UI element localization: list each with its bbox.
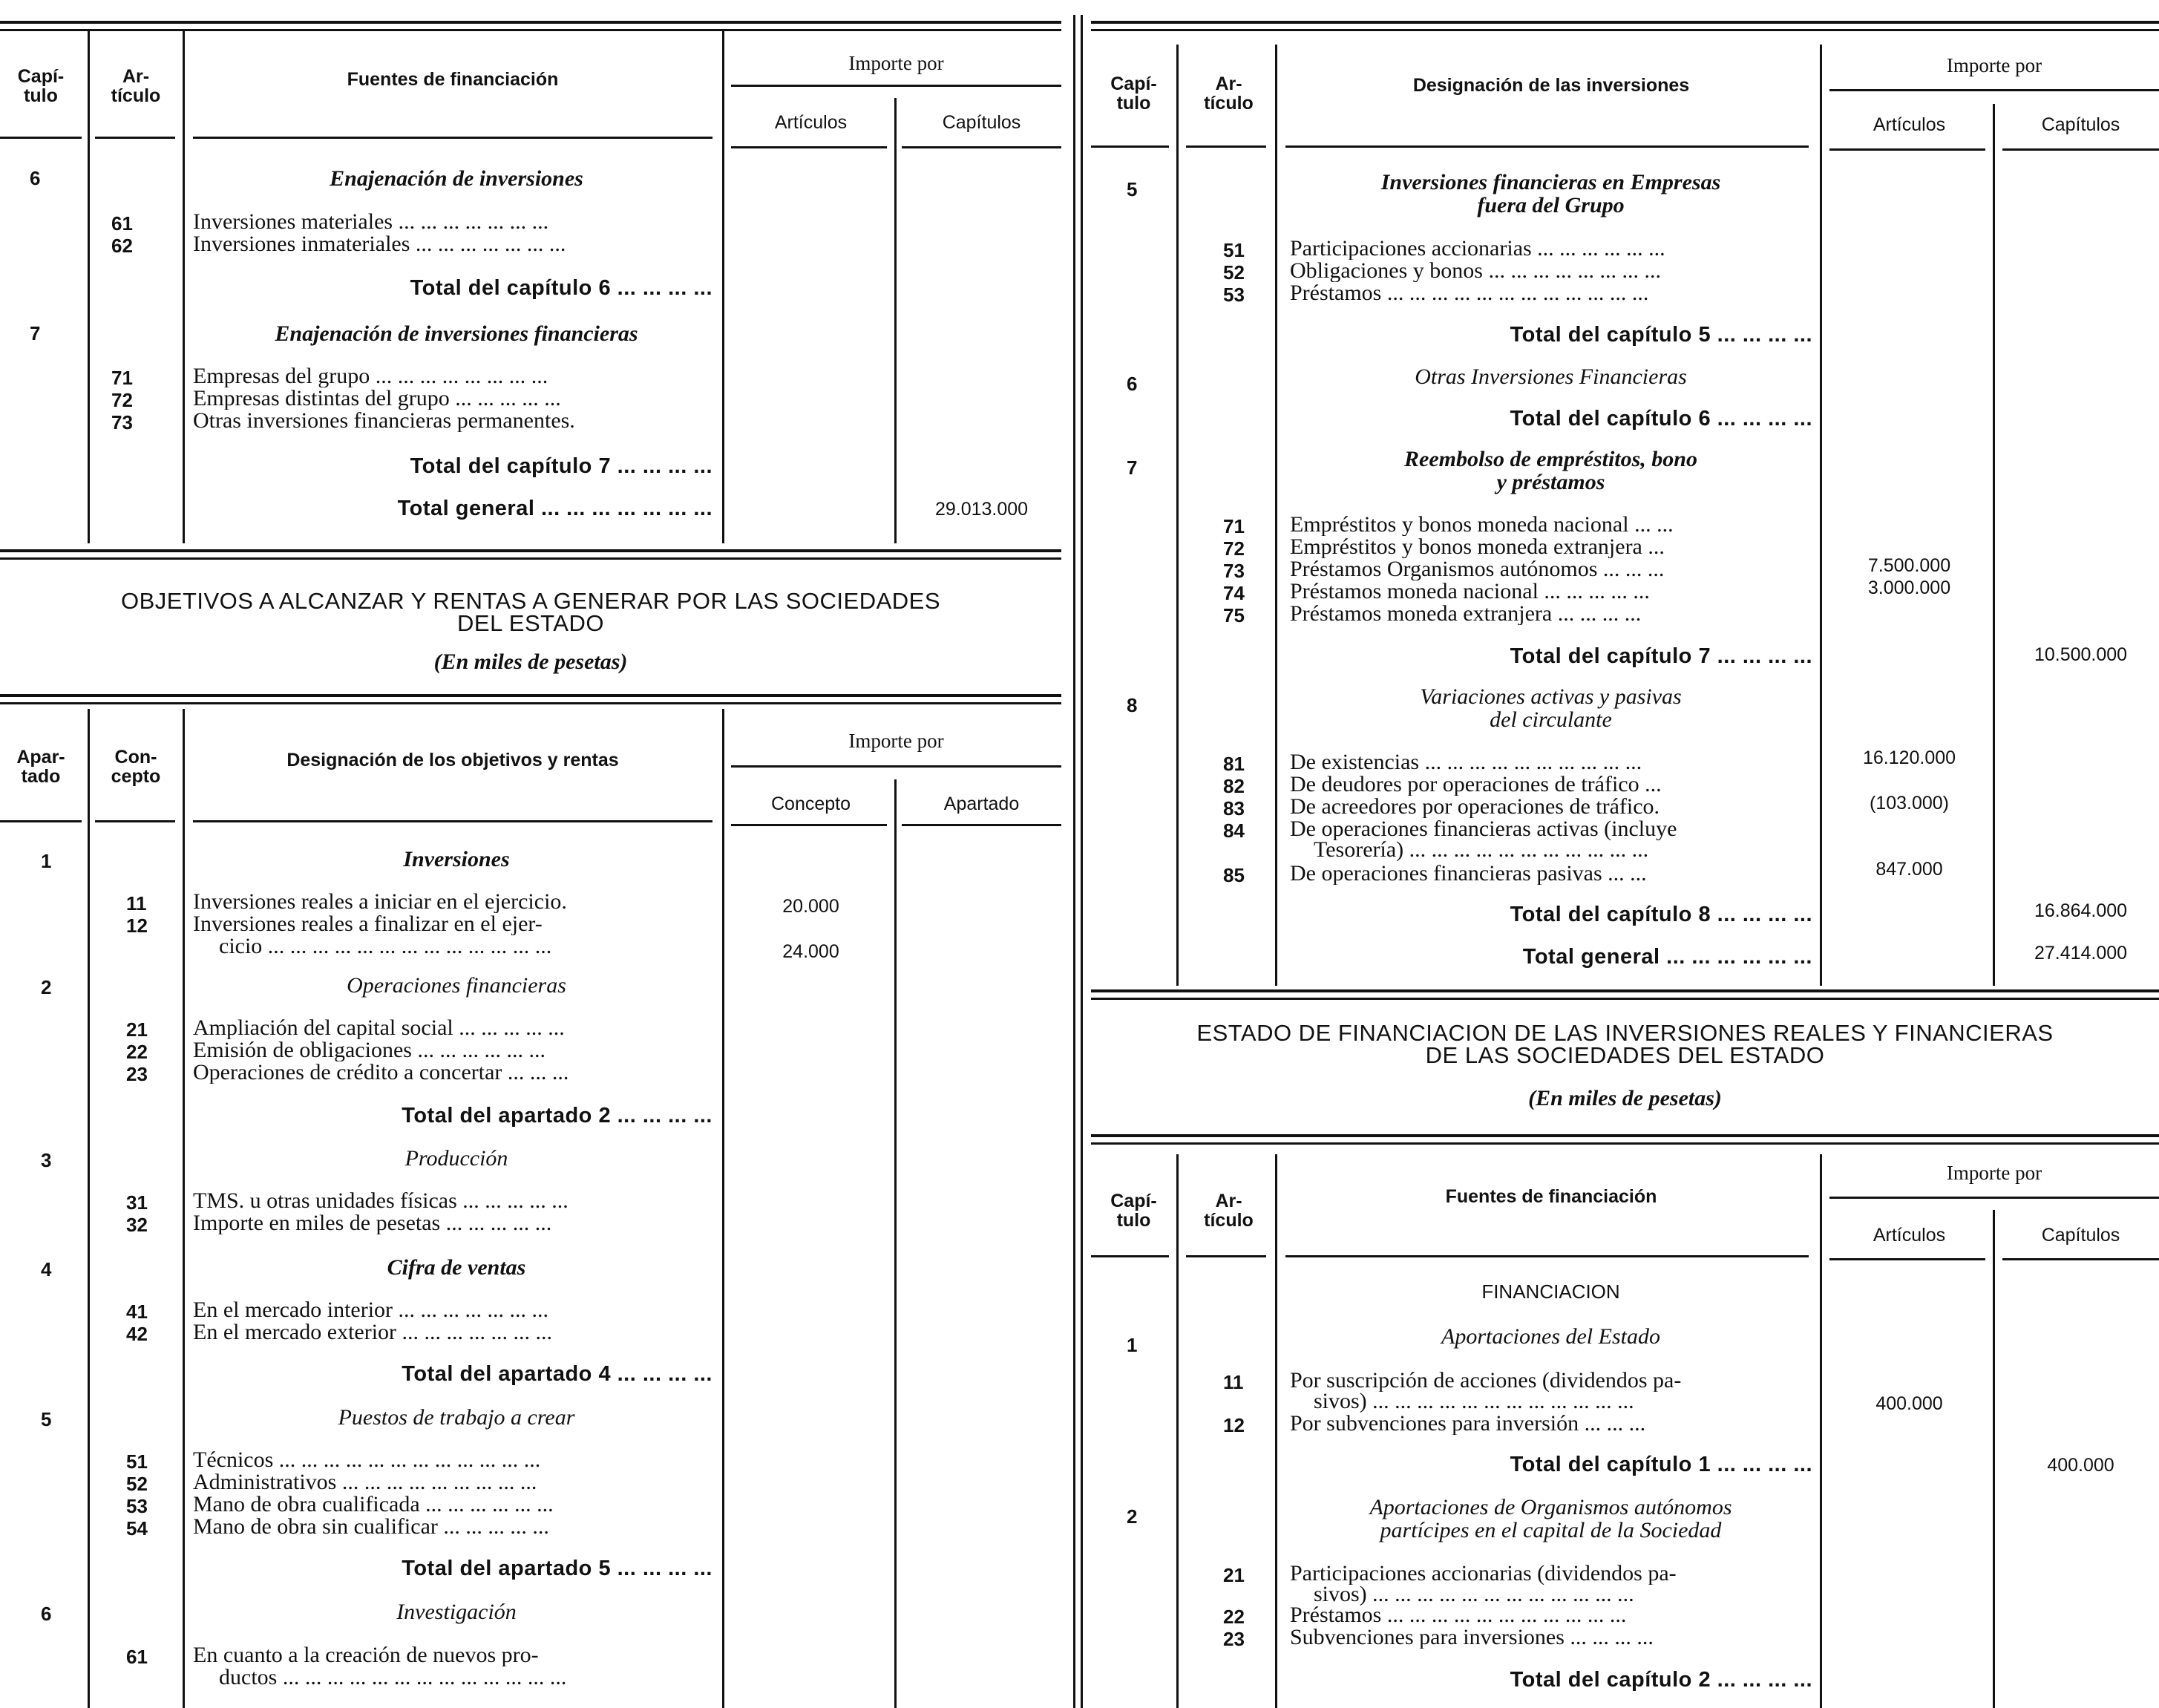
row-text: De deudores por operaciones de tráfico ...	[1290, 773, 1662, 796]
row-value: (103.000)	[1869, 793, 1950, 814]
concept-number: 21	[126, 1018, 148, 1041]
section-title: Reembolso de empréstitos, bono y préstamos	[1404, 447, 1697, 494]
row-value: 16.120.000	[1862, 747, 1956, 768]
concept-number: 41	[126, 1300, 148, 1323]
header-importe: Importe por	[848, 52, 944, 74]
financing-sources-table	[0, 31, 1061, 543]
total-row: Total del capítulo 2 ... ... ... ...	[1510, 1668, 1812, 1692]
concept-number: 54	[126, 1517, 148, 1540]
header-importe: Importe por	[1946, 54, 2042, 76]
header-rule	[1091, 145, 1169, 148]
total-row: Total del capítulo 6 ... ... ... ...	[1510, 407, 1812, 431]
financing-statement-table	[1091, 1154, 2159, 1708]
article-number: 71	[111, 367, 133, 389]
section-title: Aportaciones del Estado	[1441, 1324, 1660, 1349]
header-rule	[1091, 1255, 1169, 1257]
article-number: 11	[1223, 1371, 1244, 1393]
row-text: Administrativos ... ... ... ... ... ... ... ... ...	[193, 1471, 537, 1493]
concept-number: 31	[126, 1191, 148, 1214]
header-capitulos: Capítulos	[942, 112, 1021, 133]
total-row: Total del capítulo 5 ... ... ... ...	[1510, 323, 1812, 347]
row-text: Por subvenciones para inversión ... ... ...	[1290, 1413, 1646, 1435]
row-text: Mano de obra cualificada ... ... ... ... ... ...	[193, 1493, 554, 1516]
row-text: Subvenciones para inversiones ... ... ... ...	[1290, 1626, 1654, 1649]
header-articulo: Ar- tículo	[1204, 1191, 1254, 1231]
concept-number: 12	[126, 914, 148, 937]
row-text: Ampliación del capital social ... ... ... ... ...	[193, 1017, 565, 1039]
column-rule	[1176, 45, 1179, 986]
header-capitulos: Capítulos	[2041, 114, 2120, 135]
header-rule	[0, 820, 82, 822]
header-rule	[2002, 148, 2159, 151]
section-title: Variaciones activas y pasivas del circulante	[1420, 684, 1682, 732]
header-capitulo: Capí- tulo	[1110, 73, 1157, 114]
article-number: 82	[1223, 775, 1245, 797]
row-text: De acreedores por operaciones de tráfico.	[1290, 796, 1660, 818]
header-concepto-col: Concepto	[770, 794, 851, 814]
article-number: 53	[1223, 284, 1245, 306]
article-number: 71	[1223, 515, 1245, 537]
total-row: Total del apartado 2 ... ... ... ...	[402, 1104, 712, 1128]
section-number: 5	[1127, 178, 1138, 200]
article-number: 83	[1223, 797, 1245, 819]
section-heading: ESTADO DE FINANCIACION DE LAS INVERSIONES REALES Y FINANCIERAS DE LAS SOCIEDADES DEL ESTADO	[1196, 1020, 2054, 1068]
column-rule	[722, 31, 724, 543]
concept-number: 51	[126, 1450, 148, 1473]
row-text: Préstamos ... ... ... ... ... ... ... ... ... ... ...	[1290, 1604, 1627, 1626]
right-column	[1091, 0, 2159, 1708]
header-importe: Importe por	[848, 730, 944, 752]
concept-number: 61	[126, 1646, 148, 1668]
concept-number: 42	[126, 1323, 148, 1345]
header-capitulos: Capítulos	[2041, 1225, 2120, 1246]
article-number: 52	[1223, 261, 1245, 284]
row-text: Importe en miles de pesetas ... ... ... ... ...	[193, 1212, 552, 1234]
column-rule	[894, 98, 897, 543]
section-number: 4	[41, 1258, 52, 1280]
column-rule	[1993, 104, 1995, 986]
column-rule	[88, 709, 90, 1708]
column-rule	[894, 779, 897, 1708]
row-value: 847.000	[1875, 859, 1943, 880]
row-text: Inversiones reales a finalizar en el ejer-	[193, 913, 543, 935]
header-rule	[731, 824, 887, 826]
section-title: Inversiones	[403, 847, 510, 871]
column-rule	[1275, 45, 1277, 986]
row-value: 24.000	[782, 941, 839, 962]
row-text: Participaciones accionarias ... ... ... ... ... ...	[1290, 238, 1665, 260]
row-text: De existencias ... ... ... ... ... ... ... ... ... ...	[1290, 751, 1642, 773]
header-rule	[193, 137, 712, 139]
concept-number: 11	[126, 892, 147, 914]
header-concepto: Con- cepto	[111, 747, 161, 787]
header-rule	[193, 820, 712, 822]
header-fuentes: Fuentes de financiación	[1445, 1186, 1657, 1207]
row-text: ductos ... ... ... ... ... ... ... ... ... ... ... ... ...	[219, 1666, 567, 1689]
section-title: Enajenación de inversiones financieras	[275, 321, 638, 346]
row-text: Préstamos Organismos autónomos ... ... ...	[1290, 558, 1665, 580]
section-title: Aportaciones de Organismos autónomos partícipes en el capital de la Sociedad	[1369, 1495, 1732, 1542]
section-title: Inversiones financieras en Empresas fuera del Grupo	[1380, 170, 1721, 217]
section-subheading: (En miles de pesetas)	[1528, 1086, 1722, 1110]
section-number: 8	[1127, 694, 1138, 716]
row-text: sivos) ... ... ... ... ... ... ... ... ... ... ... ...	[1314, 1583, 1634, 1606]
article-number: 85	[1223, 864, 1245, 886]
header-rule	[95, 820, 175, 822]
double-rule	[0, 694, 1061, 704]
total-row: Total del capítulo 1 ... ... ... ...	[1510, 1453, 1812, 1476]
header-rule	[1186, 145, 1266, 148]
total-general-row: Total general ... ... ... ... ... ... ...	[397, 497, 712, 520]
row-text: De operaciones financieras activas (incluye	[1290, 818, 1677, 840]
concept-number: 22	[126, 1041, 148, 1063]
row-text: TMS. u otras unidades físicas ... ... ... ... ...	[193, 1190, 569, 1212]
total-value: 16.864.000	[2034, 900, 2128, 921]
header-articulos: Artículos	[774, 112, 848, 133]
article-number: 75	[1223, 604, 1245, 626]
double-rule	[0, 549, 1061, 560]
column-rule	[1275, 1154, 1277, 1708]
double-rule	[1091, 1134, 2159, 1145]
header-rule	[1285, 145, 1809, 148]
section-title: Otras Inversiones Financieras	[1415, 364, 1687, 389]
section-title: Producción	[404, 1146, 508, 1171]
header-articulos: Artículos	[1873, 1225, 1946, 1246]
double-rule	[1091, 21, 2159, 31]
header-rule	[731, 85, 1061, 87]
row-text: Técnicos ... ... ... ... ... ... ... ... ... ... ... ...	[193, 1449, 541, 1471]
column-rule	[722, 709, 724, 1708]
row-text: En el mercado exterior ... ... ... ... ... ... ...	[193, 1321, 553, 1344]
header-rule	[2002, 1258, 2159, 1260]
section-number: 6	[30, 167, 41, 189]
header-rule	[95, 137, 175, 139]
article-number: 81	[1223, 753, 1245, 775]
article-number: 21	[1223, 1564, 1245, 1586]
row-value: 3.000.000	[1867, 577, 1951, 598]
row-text: Mano de obra sin cualificar ... ... ... ... ...	[193, 1516, 549, 1538]
section-number: 7	[30, 322, 41, 344]
article-number: 72	[111, 389, 133, 411]
section-heading: OBJETIVOS A ALCANZAR Y RENTAS A GENERAR POR LAS SOCIEDADES DEL ESTADO	[120, 588, 940, 636]
concept-number: 32	[126, 1214, 148, 1236]
column-rule	[183, 31, 185, 543]
section-title: Puestos de trabajo a crear	[338, 1405, 575, 1430]
article-number: 62	[111, 235, 133, 257]
section-number: 3	[41, 1149, 52, 1171]
header-designacion: Designación de los objetivos y rentas	[286, 750, 619, 770]
article-number: 51	[1223, 239, 1245, 261]
row-text: Emisión de obligaciones ... ... ... ... ... ...	[193, 1039, 546, 1061]
row-text: Empréstitos y bonos moneda nacional ... ...	[1290, 514, 1674, 536]
article-number: 84	[1223, 819, 1245, 842]
header-rule	[1829, 148, 1985, 151]
article-number: 23	[1223, 1628, 1245, 1650]
column-rule	[1820, 1154, 1822, 1708]
row-text: Inversiones reales a iniciar en el ejercicio.	[193, 891, 567, 913]
section-number: 7	[1127, 457, 1138, 479]
total-value: 400.000	[2047, 1455, 2114, 1476]
row-text: Préstamos moneda extranjera ... ... ... ...	[1290, 603, 1642, 625]
total-row: Total del apartado 4 ... ... ... ...	[402, 1362, 712, 1386]
row-value: 20.000	[782, 896, 839, 917]
total-value: 10.500.000	[2034, 644, 2128, 665]
row-text: Inversiones materiales ... ... ... ... ... ... ...	[193, 211, 549, 233]
column-divider	[1081, 15, 1083, 1708]
column-rule	[1993, 1210, 1995, 1708]
row-text: Tesorería) ... ... ... ... ... ... ... ... ... ... ...	[1314, 839, 1649, 861]
section-number: 5	[41, 1408, 52, 1430]
row-text: En el mercado interior ... ... ... ... ... ... ...	[193, 1299, 549, 1321]
header-rule	[731, 146, 887, 148]
left-column	[0, 0, 1061, 1708]
header-rule	[0, 137, 82, 139]
row-text: De operaciones financieras pasivas ... ...	[1290, 863, 1647, 885]
concept-number: 53	[126, 1495, 148, 1517]
section-title: Operaciones financieras	[347, 973, 566, 998]
double-rule	[0, 21, 1061, 31]
header-rule	[1829, 1197, 2159, 1199]
header-rule	[1285, 1255, 1809, 1257]
row-text: Operaciones de crédito a concertar ... ... ...	[193, 1061, 569, 1084]
section-number: 2	[41, 976, 52, 998]
section-subheading: (En miles de pesetas)	[433, 650, 628, 674]
row-text: Empréstitos y bonos moneda extranjera ...	[1290, 536, 1665, 558]
row-text: Participaciones accionarias (dividendos pa-	[1290, 1563, 1677, 1585]
article-number: 73	[1223, 560, 1245, 582]
row-text: Por suscripción de acciones (dividendos pa-	[1290, 1370, 1682, 1392]
section-number: 1	[41, 850, 52, 872]
financing-label: FINANCIACION	[1481, 1280, 1620, 1303]
header-capitulo: Capí- tulo	[1110, 1191, 1157, 1231]
total-general-value: 27.414.000	[2034, 943, 2128, 963]
investments-table	[1091, 45, 2159, 986]
header-rule	[731, 765, 1061, 768]
header-articulo: Ar- tículo	[1204, 73, 1254, 114]
row-text: En cuanto a la creación de nuevos pro-	[193, 1644, 539, 1666]
header-articulo: Ar- tículo	[111, 66, 161, 106]
row-value: 7.500.000	[1867, 555, 1951, 576]
article-number: 61	[111, 212, 133, 235]
header-rule	[902, 824, 1061, 826]
total-row: Total del capítulo 6 ... ... ... ...	[410, 276, 712, 300]
row-text: sivos) ... ... ... ... ... ... ... ... ... ... ... ...	[1314, 1390, 1634, 1413]
row-text: Obligaciones y bonos ... ... ... ... ... ... ... ...	[1290, 260, 1661, 282]
total-general-row: Total general ... ... ... ... ... ...	[1522, 945, 1812, 969]
article-number: 73	[111, 411, 133, 433]
column-rule	[88, 31, 90, 543]
row-text: Préstamos ... ... ... ... ... ... ... ... ... ... ... ...	[1290, 282, 1649, 304]
column-rule	[1820, 45, 1822, 986]
row-text: Empresas del grupo ... ... ... ... ... ... ... ...	[193, 365, 548, 387]
concept-number: 23	[126, 1063, 148, 1085]
header-capitulo: Capí- tulo	[17, 66, 65, 106]
header-articulos: Artículos	[1873, 114, 1946, 135]
header-rule	[1186, 1255, 1266, 1257]
row-text: cicio ... ... ... ... ... ... ... ... ... ... ... ... ...	[219, 935, 552, 958]
column-rule	[1176, 1154, 1179, 1708]
header-rule	[1829, 1258, 1985, 1260]
double-rule	[1091, 989, 2159, 1000]
header-importe: Importe por	[1946, 1162, 2042, 1184]
article-number: 72	[1223, 537, 1245, 560]
article-number: 12	[1223, 1414, 1245, 1436]
total-row: Total del capítulo 7 ... ... ... ...	[1510, 644, 1812, 668]
total-general-value: 29.013.000	[934, 499, 1029, 520]
header-apartado-col: Apartado	[943, 794, 1020, 814]
section-number: 2	[1127, 1505, 1138, 1528]
article-number: 22	[1223, 1606, 1245, 1628]
header-apartado: Apar- tado	[16, 747, 65, 787]
row-text: Otras inversiones financieras permanentes.	[193, 410, 575, 432]
section-title: Investigación	[396, 1600, 517, 1624]
concept-number: 52	[126, 1473, 148, 1495]
section-title: Cifra de ventas	[387, 1255, 526, 1280]
column-rule	[183, 709, 185, 1708]
header-designacion: Designación de las inversiones	[1412, 75, 1690, 96]
row-text: Préstamos moneda nacional ... ... ... ... ...	[1290, 580, 1650, 603]
total-row: Total del capítulo 7 ... ... ... ...	[410, 454, 712, 478]
column-divider	[1073, 15, 1075, 1708]
total-row: Total del capítulo 8 ... ... ... ...	[1510, 903, 1812, 926]
row-text: Inversiones inmateriales ... ... ... ... ... ... ...	[193, 233, 566, 255]
header-rule	[1829, 89, 2159, 91]
article-number: 74	[1223, 582, 1245, 604]
objectives-table	[0, 709, 1061, 1708]
header-rule	[902, 146, 1061, 148]
row-text: Empresas distintas del grupo ... ... ... ... ...	[193, 387, 561, 410]
section-number: 6	[1127, 373, 1138, 395]
section-number: 1	[1127, 1334, 1138, 1356]
header-fuentes: Fuentes de financiación	[347, 69, 559, 90]
section-title: Enajenación de inversiones	[330, 166, 583, 191]
total-row: Total del apartado 5 ... ... ... ...	[402, 1557, 712, 1580]
row-value: 400.000	[1875, 1393, 1943, 1414]
section-number: 6	[41, 1603, 52, 1625]
